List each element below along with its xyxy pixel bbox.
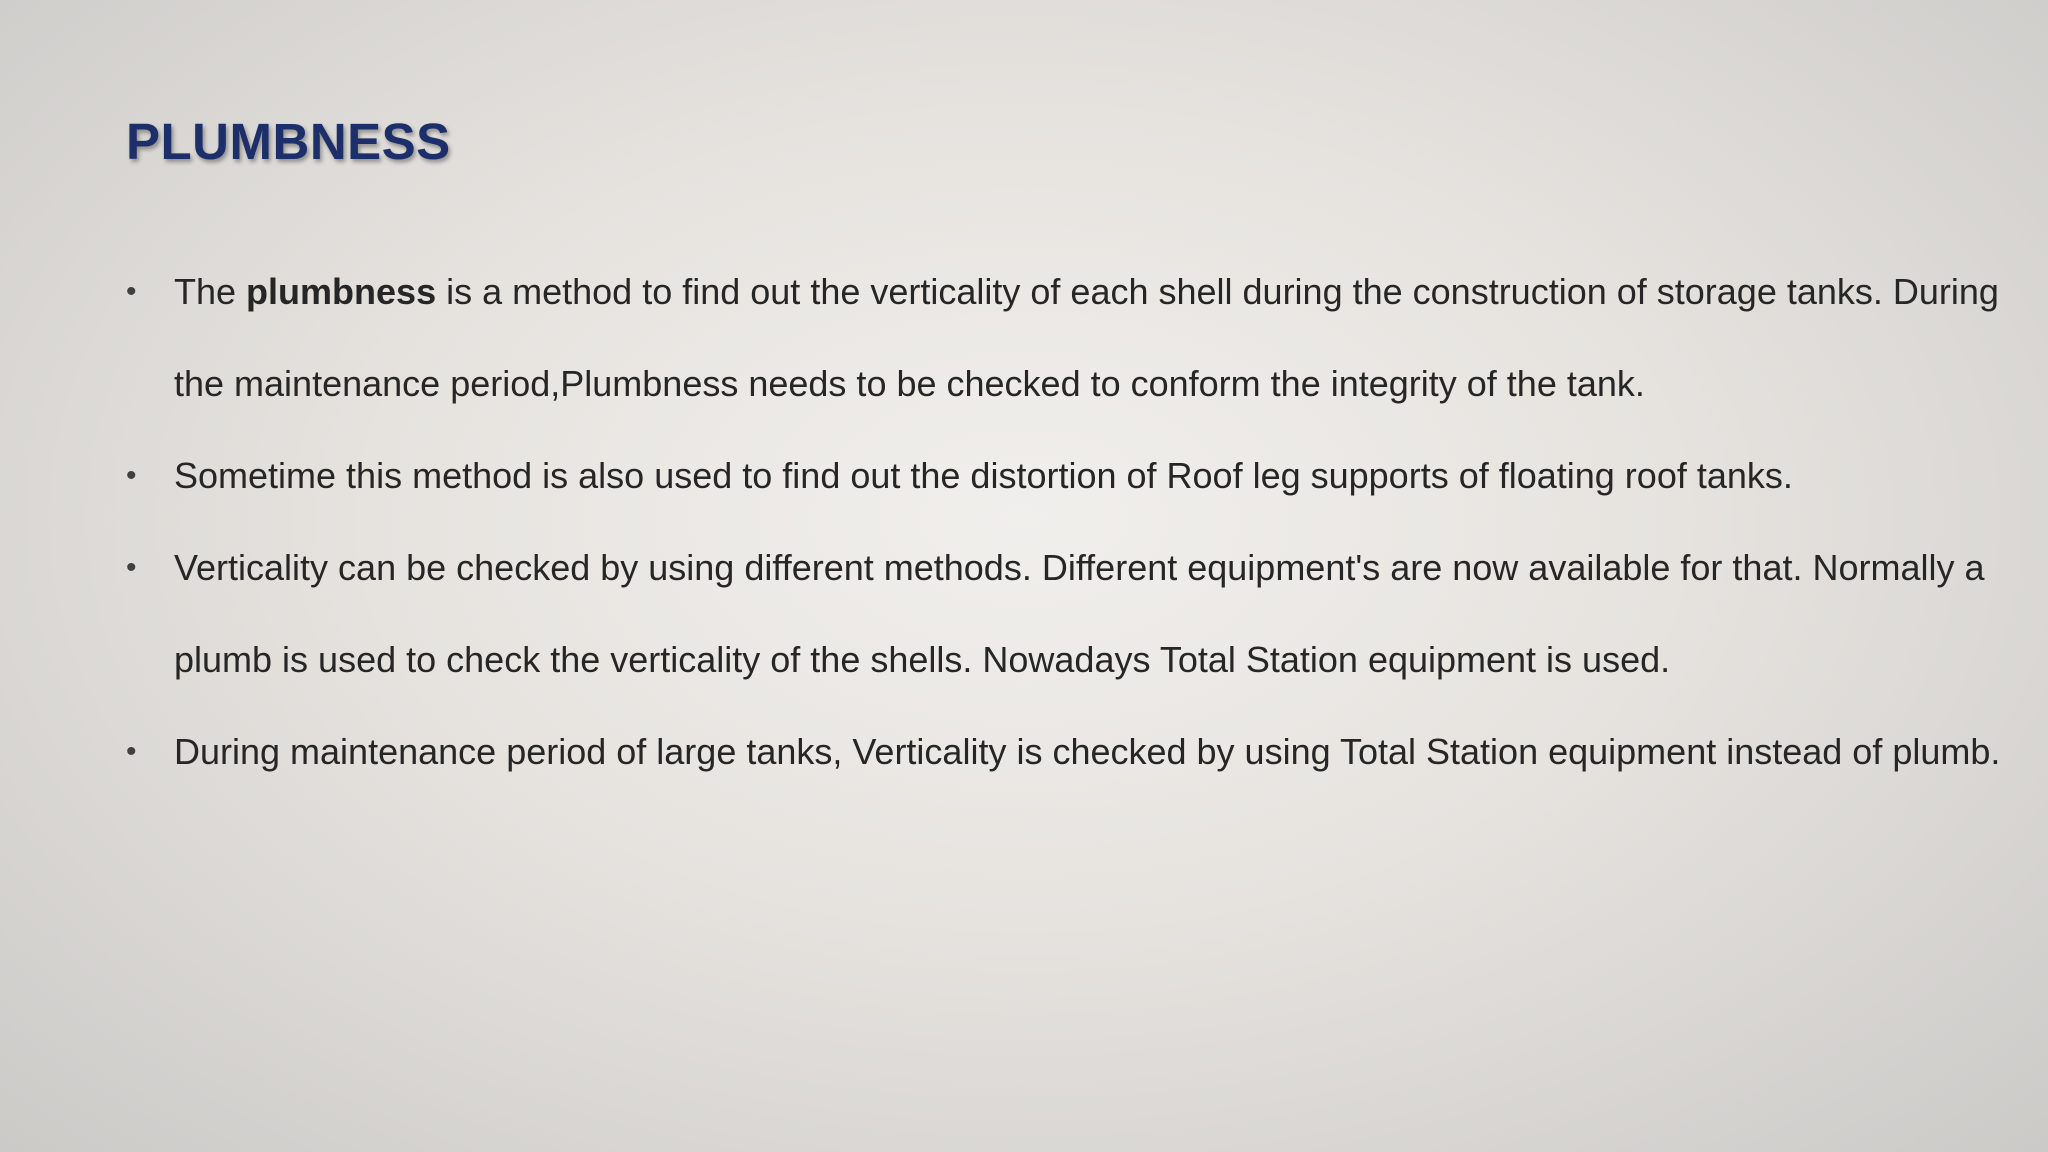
bullet-text-bold-term: plumbness — [246, 271, 437, 312]
bullet-list — [126, 246, 2006, 798]
bullet-text: Sometime this method is also used to find out the distortion of Roof leg supports of floating roof tanks. — [174, 455, 1793, 496]
slide-title: PLUMBNESS — [126, 113, 451, 170]
bullet-item-total-station — [126, 706, 2006, 798]
bullet-icon: • — [126, 275, 137, 308]
bullet-text-rest: is a method to find out the verticality of each shell during the construction of storage tanks. During the maintenance period,Plumbness needs to be checked to conform the integrity of the tank. — [174, 271, 1999, 404]
bullet-icon: • — [126, 735, 137, 768]
bullet-icon: • — [126, 459, 137, 492]
bullet-text: Verticality can be checked by using different methods. Different equipment's are now available for that. Normally a plumb is used to check the verticality of the shells. Nowadays Total Station equipment is used. — [174, 547, 1985, 680]
bullet-text-prefix: The — [174, 271, 247, 312]
bullet-icon: • — [126, 551, 137, 584]
bullet-item-plumbness-definition — [126, 246, 2006, 430]
bullet-item-methods — [126, 522, 2006, 706]
bullet-text: During maintenance period of large tanks, Verticality is checked by using Total Station equipment instead of plumb. — [174, 731, 2001, 772]
bullet-item-roof-leg — [126, 430, 2006, 522]
